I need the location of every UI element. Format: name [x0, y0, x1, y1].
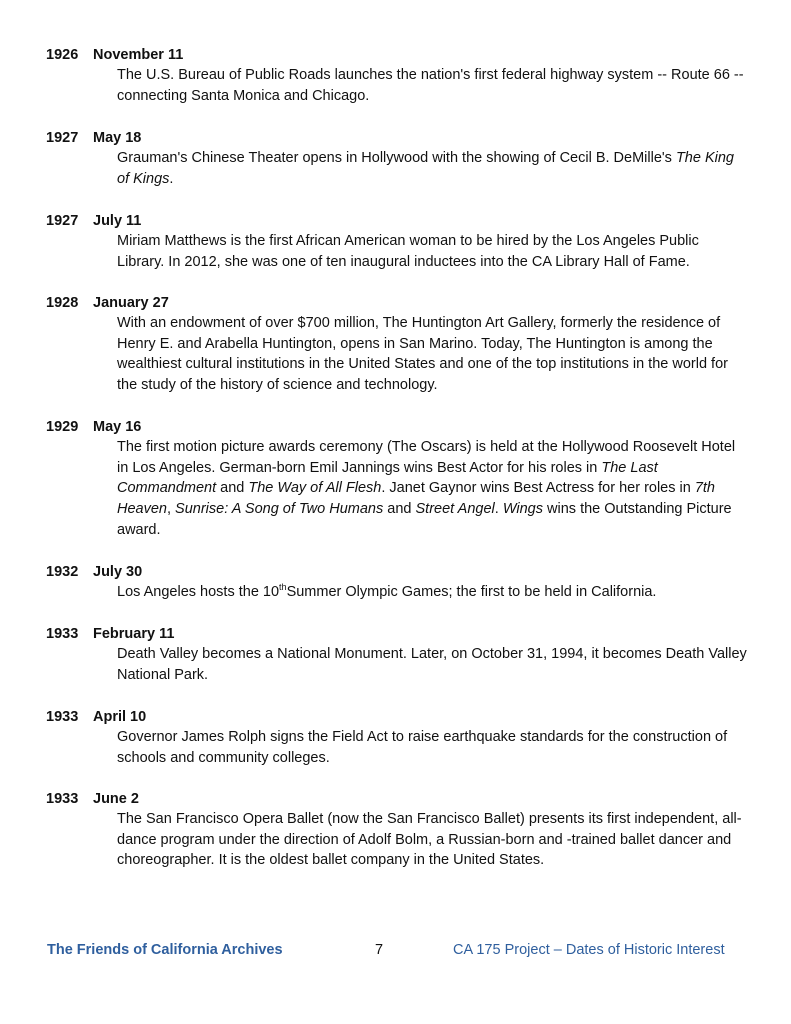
entry-date: November 11	[93, 47, 184, 63]
text-segment: ,	[166, 501, 176, 518]
text-segment: The San Francisco Opera Ballet (now the San Francisco Ballet) presents its first independent, all-dance program under the direction of Adolf Bolm, a Russian-born and -trained ballet dancer and choreographer. It is the oldest ballet company in the United States.	[117, 811, 742, 869]
entry-year: 1927	[46, 213, 79, 229]
entry-description	[117, 582, 749, 603]
entry-heading	[46, 789, 756, 809]
timeline-entry	[46, 707, 756, 768]
entry-heading	[46, 417, 756, 437]
text-segment: and	[383, 501, 416, 518]
entry-heading	[46, 45, 756, 65]
text-segment: Miriam Matthews is the first African American woman to be hired by the Los Angeles Public Library. In 2012, she was one of ten inaugural inductees into the CA Library Hall of Fame.	[117, 233, 699, 270]
entry-year: 1933	[46, 626, 79, 642]
text-segment: wins the Outstanding Picture award.	[117, 501, 732, 538]
entry-description	[117, 313, 749, 396]
entry-description	[117, 148, 749, 189]
text-segment: Los Angeles hosts the 10	[117, 584, 280, 600]
timeline-entry	[46, 789, 756, 871]
entry-date: June 2	[93, 791, 139, 807]
text-segment: . Janet Gaynor wins Best Actress for her roles in	[381, 480, 695, 497]
entry-date: May 16	[93, 419, 142, 435]
entry-year: 1929	[46, 419, 79, 435]
entry-heading	[46, 211, 756, 231]
timeline-entry	[46, 562, 756, 603]
text-segment: Summer Olympic Games; the first to be held in California.	[286, 584, 657, 600]
text-segment: Governor James Rolph signs the Field Act to raise earthquake standards for the construction of schools and community colleges.	[117, 729, 728, 766]
timeline-entry	[46, 211, 756, 272]
timeline-entry	[46, 293, 756, 396]
italic-title: 7th Heaven	[117, 480, 716, 518]
entry-year: 1926	[46, 47, 79, 63]
entry-date: April 10	[93, 709, 147, 725]
entry-description	[117, 809, 749, 871]
entry-description	[117, 437, 749, 541]
timeline-entry	[46, 128, 756, 189]
footer-organization: The Friends of California Archives	[47, 942, 283, 958]
entry-date: February 11	[93, 626, 175, 642]
text-segment: The first motion picture awards ceremony (The Oscars) is held at the Hollywood Roosevelt Hotel in Los Angeles. German-born Emil Jannings wins Best Actor for his roles in	[117, 439, 736, 476]
italic-title: Sunrise: A Song of Two Humans	[175, 501, 384, 518]
text-segment: Grauman's Chinese Theater opens in Hollywood with the showing of Cecil B. DeMille's	[117, 150, 676, 166]
page-number: 7	[375, 942, 384, 958]
entry-description	[117, 65, 749, 106]
entry-year: 1932	[46, 564, 79, 580]
entry-heading	[46, 128, 756, 148]
text-segment: Death Valley becomes a National Monument. Later, on October 31, 1994, it becomes Death Valley National Park.	[117, 646, 747, 683]
entry-heading	[46, 707, 756, 727]
italic-title: The Last Commandment	[117, 459, 658, 497]
entry-date: May 18	[93, 130, 142, 146]
ordinal-suffix: th	[279, 582, 287, 592]
text-segment: .	[494, 501, 503, 518]
italic-title: The Way of All Flesh	[248, 480, 382, 497]
entry-description	[117, 644, 749, 685]
entry-year: 1933	[46, 791, 79, 807]
entry-heading	[46, 293, 756, 313]
timeline-entry	[46, 45, 756, 106]
entry-year: 1928	[46, 295, 79, 311]
italic-title: Street Angel	[415, 501, 495, 518]
italic-title: The King of Kings	[117, 150, 734, 187]
timeline-entry	[46, 624, 756, 685]
footer-project-title: CA 175 Project – Dates of Historic Interest	[453, 942, 725, 958]
entry-heading	[46, 562, 756, 582]
text-segment: and	[216, 480, 249, 497]
entry-description	[117, 727, 749, 768]
text-segment: The U.S. Bureau of Public Roads launches the nation's first federal highway system -- Route 66 -- connecting Santa Monica and Chicago.	[117, 67, 744, 104]
entry-year: 1927	[46, 130, 79, 146]
timeline-entry	[46, 417, 756, 541]
entry-date: January 27	[93, 295, 169, 311]
entry-heading	[46, 624, 756, 644]
entry-date: July 30	[93, 564, 143, 580]
text-segment: .	[169, 170, 174, 187]
entry-description	[117, 231, 749, 272]
italic-title: Wings	[502, 501, 543, 518]
text-segment: With an endowment of over $700 million, The Huntington Art Gallery, formerly the residence of Henry E. and Arabella Huntington, opens in San Marino. Today, The Huntington is among the wealthiest cultural institutions in the United States and one of the top institutions in the world for the study of the history of science and technology.	[117, 315, 728, 394]
entry-date: July 11	[93, 213, 142, 229]
entry-year: 1933	[46, 709, 79, 725]
